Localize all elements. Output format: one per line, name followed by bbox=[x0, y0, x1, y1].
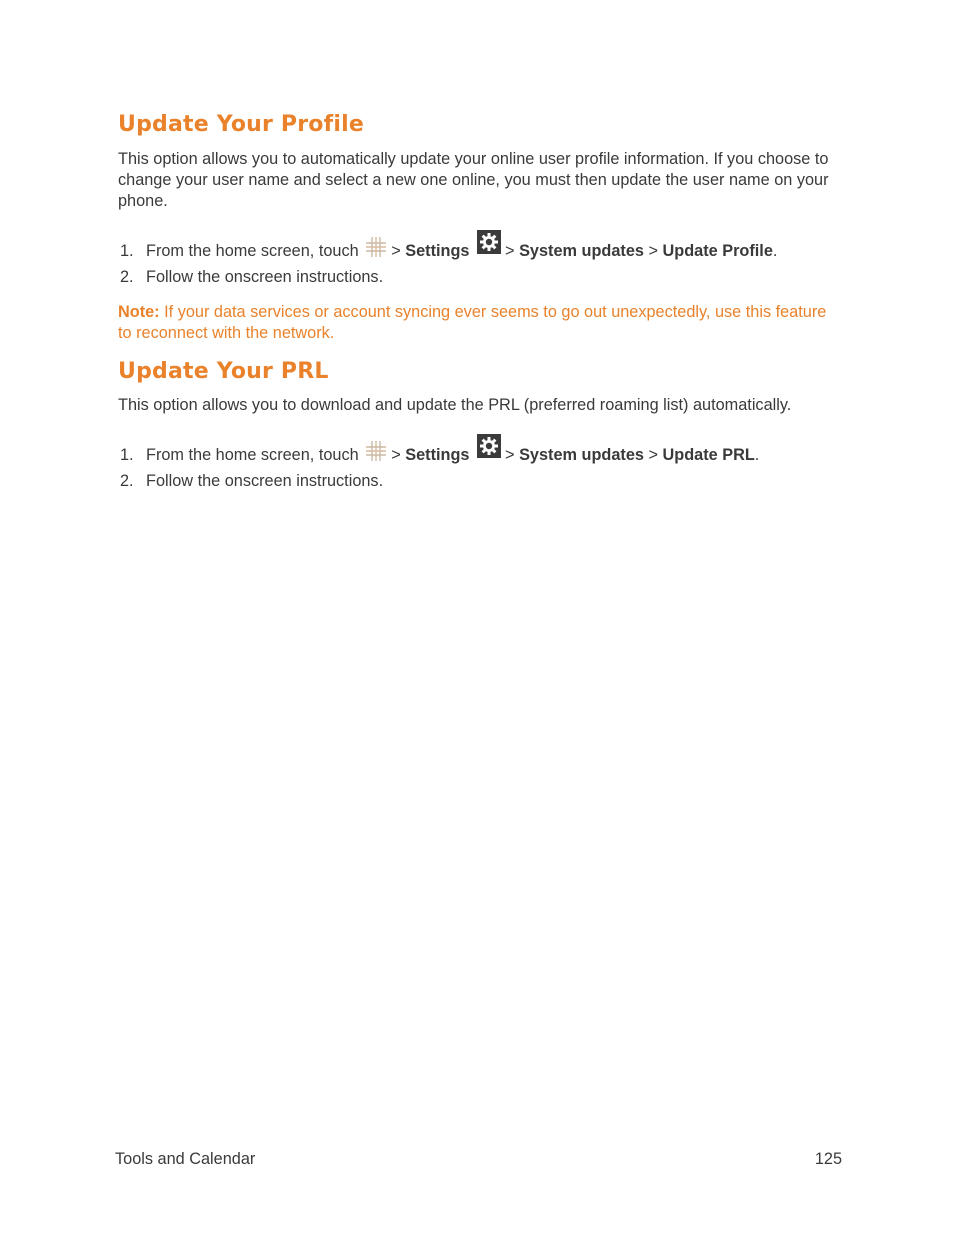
step-number: 2. bbox=[120, 472, 134, 490]
step-number: 2. bbox=[120, 268, 134, 286]
step-number: 1. bbox=[120, 446, 134, 464]
section-intro-update-profile: This option allows you to automatically update your online user profile information. If you choose to change your user name and select a new one online, you must then update the user name on your phone. bbox=[118, 150, 829, 210]
update-target-label: Update Profile bbox=[662, 242, 773, 260]
note-text: If your data services or account syncing ever seems to go out unexpectedly, use this feature to reconnect with the network. bbox=[118, 303, 827, 342]
system-updates-label: System updates bbox=[519, 242, 644, 260]
note-paragraph bbox=[118, 302, 838, 344]
note-label: Note: bbox=[118, 303, 160, 321]
step-1-update-prl bbox=[118, 434, 838, 466]
separator: > bbox=[505, 242, 515, 260]
update-target-label: Update PRL bbox=[662, 446, 755, 464]
step-text: Follow the onscreen instructions. bbox=[146, 472, 384, 490]
step-number: 1. bbox=[120, 242, 134, 260]
footer-chapter-title: Tools and Calendar bbox=[115, 1150, 256, 1168]
step-text: Follow the onscreen instructions. bbox=[146, 268, 384, 286]
step-2-update-prl bbox=[118, 470, 838, 492]
separator: > bbox=[505, 446, 515, 464]
separator: > bbox=[648, 242, 658, 260]
step-end: . bbox=[754, 446, 760, 464]
system-updates-label: System updates bbox=[519, 446, 644, 464]
separator: > bbox=[648, 446, 658, 464]
step-end: . bbox=[772, 242, 778, 260]
step-text-prefix: From the home screen, touch bbox=[146, 446, 359, 464]
settings-gear-icon bbox=[477, 434, 501, 458]
section-intro-update-prl: This option allows you to download and update the PRL (preferred roaming list) automatically. bbox=[118, 396, 792, 414]
apps-grid-icon bbox=[365, 440, 387, 462]
separator: > bbox=[391, 242, 401, 260]
apps-grid-icon bbox=[365, 236, 387, 258]
settings-label: Settings bbox=[405, 446, 470, 464]
step-text-prefix: From the home screen, touch bbox=[146, 242, 359, 260]
section-heading-update-profile: Update Your Profile bbox=[118, 112, 364, 137]
separator: > bbox=[391, 446, 401, 464]
footer-page-number: 125 bbox=[814, 1150, 842, 1168]
settings-gear-icon bbox=[477, 230, 501, 254]
section-heading-update-prl: Update Your PRL bbox=[118, 359, 329, 384]
step-1-update-profile bbox=[118, 230, 838, 262]
settings-label: Settings bbox=[405, 242, 470, 260]
step-2-update-profile bbox=[118, 266, 838, 288]
